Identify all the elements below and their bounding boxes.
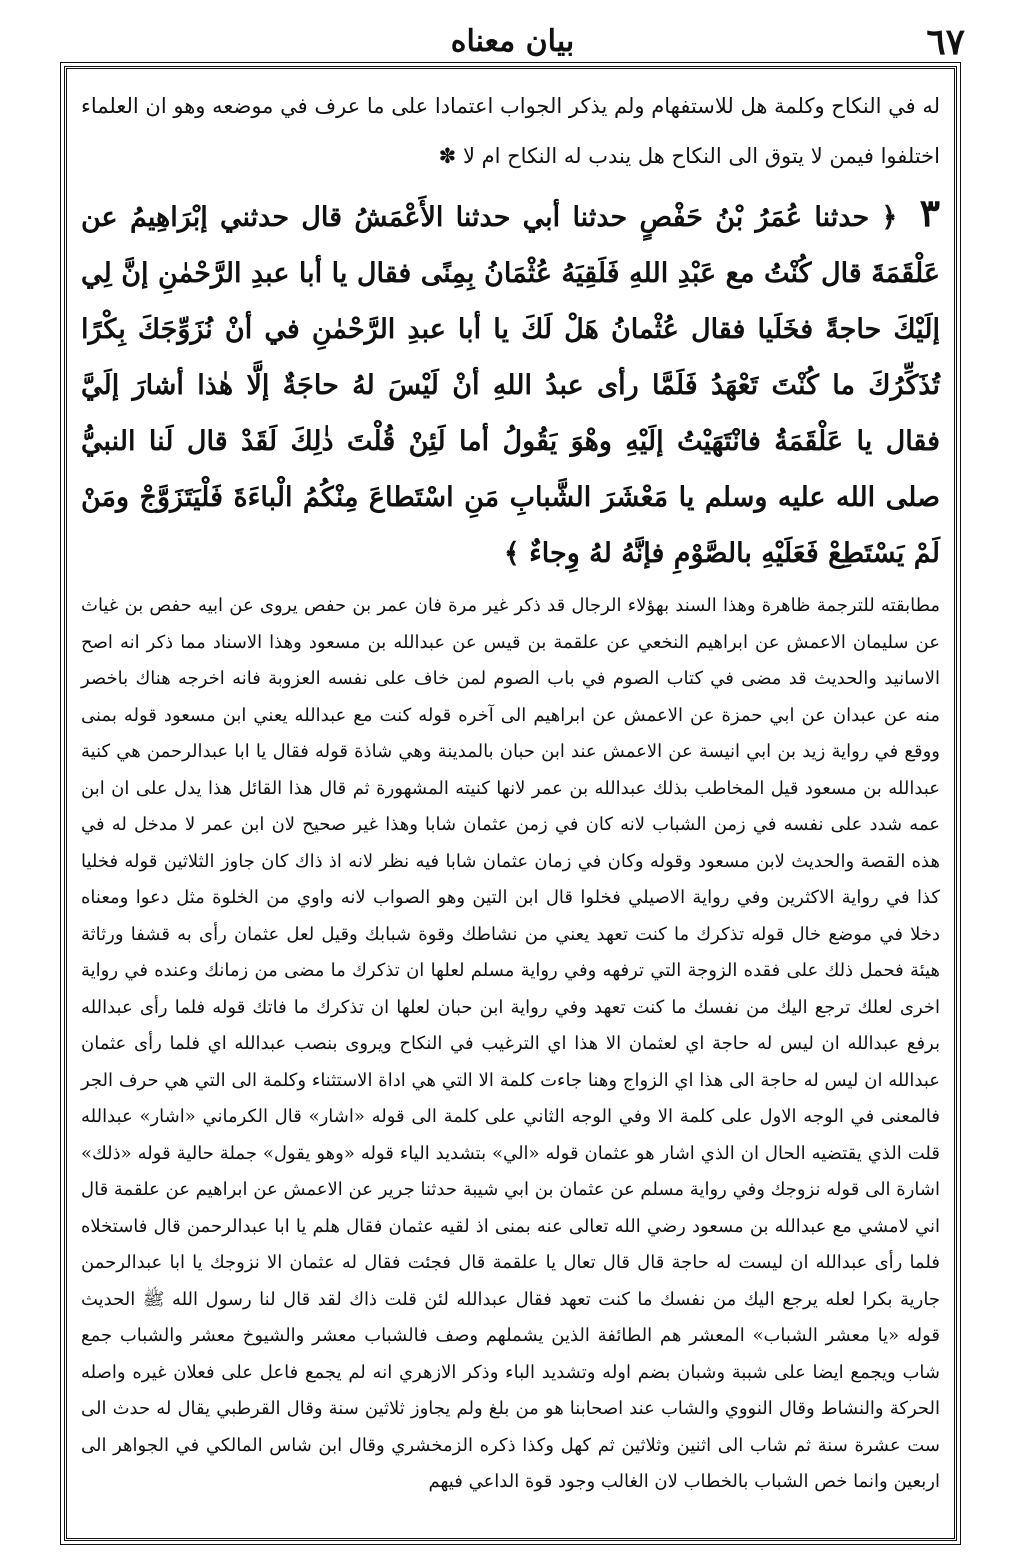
commentary-text: مطابقته للترجمة ظاهرة وهذا السند بهؤلاء الرجال قد ذكر غير مرة فان عمر بن حفص يروى عن ابيه حفص بن غياث عن سليمان الاعمش عن ابراهيم النخعي عن علقمة بن قيس عن عبدالله بن مسعود وهذا الاسناد مما ذكر انه اصح الاسانيد والحديث قد مضى في كتاب الصوم في باب الصوم لمن خاف على نفسه العزوبة فانه اخرجه هناك باخصر منه عن عبدان عن ابي حمزة عن الاعمش عن ابراهيم الى آخره قوله كنت مع عبدالله يعني ابن مسعود قوله بمنى ووقع في رواية زيد بن ابي انيسة عن الاعمش عند ابن حبان بالمدينة وهي شاذة قوله فقال يا ابا عبدالرحمن هي كنية عبدالله بن مسعود قيل المخاطب بذلك عبدالله بن عمر لانها كنيته المشهورة ثم قال هذا القائل هذا يدل على ان ابن عمه شدد على نفسه في زمن الشباب لانه كان في زمن عثمان شابا وهذا غير صحيح لان ابن عمر لا مدخل له في هذه القصة والحديث لابن مسعود وقوله وكان في زمان عثمان شابا فيه نظر لانه اذ ذاك كان جاوز الثلاثين قوله فخليا كذا في رواية الاكثرين وفي رواية الاصيلي فخلوا قال ابن التين وهو الصواب لانه واوي من الخلوة مثل دعوا ومعناه دخلا في موضع خال قوله تذكرك ما كنت تعهد يعني من نشاطك وقوة شبابك وقيل لعل عثمان رأى به قشفا ورثاثة هيئة فحمل ذلك على فقده الزوجة التي ترفهه وفي رواية مسلم لعلها ان تذكرك ما مضى من زمانك وعنده في رواية اخرى لعلك ترجع اليك من نفسك ما كنت تعهد وفي رواية ابن حبان لعلها ان تذكرك ما فاتك قوله فلما رأى عبدالله برفع عبدالله ان ليس له حاجة اي لعثمان الا هذا اي الترغيب في النكاح ويروى بنصب عبدالله اي فلما رأى عثمان عبدالله ان ليس له حاجة الى هذا اي الزواج وهنا جاءت كلمة الا التي هي اداة الاستثناء وكلمة الى التي هي حرف الجر فالمعنى في الوجه الاول على كلمة الا وفي الوجه الثاني على كلمة الى قوله «اشار» قال الكرماني «اشار» عبدالله قلت الذي يقتضيه الحال ان الذي اشار هو عثمان قوله «الي» بتشديد الياء قوله «وهو يقول» جملة حالية قوله «ذلك» اشارة الى قوله نزوجك وفي رواية مسلم عن عثمان بن ابي شيبة حدثنا جرير عن الاعمش عن ابراهيم عن علقمة قال اني لامشي مع عبدالله بن مسعود رضي الله تعالى عنه بمنى اذ لقيه عثمان فقال هلم يا ابا عبدالرحمن قال فاستخلاه فلما رأى عبدالله ان ليست له حاجة قال قال تعال يا علقمة قال فجئت فقال له عثمان الا نزوجك يا ابا عبدالرحمن جارية بكرا لعله يرجع اليك من نفسك ما كنت تعهد فقال عبدالله لئن قلت ذاك لقد قال لنا رسول الله ﷺ الحديث قوله «يا معشر الشباب» المعشر هم الطائفة الذين يشملهم وصف فالشباب معشر والشيوخ معشر والشباب جمع شاب ويجمع ايضا على شببة وشبان بضم اوله وتشديد الباء وذكر الازهري انه لم يجمع فاعل على فعلان غيره واصله الحركة والنشاط وقال النووي والشاب عند اصحابنا هو من بلغ ولم يجاوز ثلاثين سنة وقال القرطبي يقال له حدث الى ست عشرة سنة ثم شاب الى اثنين وثلاثين ثم كهل وكذا ذكره الزمخشري وقال ابن شاس المالكي في الجواهر الى اربعين وانما خص الشباب بالخطاب لان الغالب وجود قوة الداعي فيهم — [81, 595, 941, 1492]
page-frame — [64, 66, 957, 1541]
page-number: ٦٧ — [926, 21, 965, 63]
running-title: بيان معناه — [450, 24, 575, 59]
hadith-number: ٣ — [919, 190, 940, 235]
commentary-paragraph — [81, 588, 940, 1501]
page-header — [60, 20, 965, 64]
hadith-close-bracket-icon: ﴾ — [503, 538, 520, 569]
end-mark-icon: ✽ — [438, 144, 457, 168]
intro-text: له في النكاح وكلمة هل للاستفهام ولم يذكر الجواب اعتمادا على ما عرف في موضعه وهو ان العلماء اختلفوا فيمن لا يتوق الى النكاح هل يندب له النكاح ام لا — [81, 94, 940, 168]
hadith-text: حدثنا عُمَرُ بْنُ حَفْصٍ حدثنا أبي حدثنا الأَعْمَشُ قال حدثني إبْرَاهِيمُ عن عَلْقَمَةَ قال كُنْتُ مع عَبْدِ اللهِ فَلَقِيَهُ عُثْمَانُ بِمِنًى فقال يا أبا عبدِ الرَّحْمٰنِ إنَّ لِي إلَيْكَ حاجةً فخَلَيا فقال عُثْمانُ هَلْ لَكَ يا أبا عبدِ الرَّحْمٰنِ في أنْ نُزَوِّجَكَ بِكْرًا تُذَكِّرُكَ ما كُنْتَ تَعْهَدُ فَلَمَّا رأى عبدُ اللهِ أنْ لَيْسَ لهُ حاجَةٌ إلَّا هٰذا أشارَ إلَيَّ فقال يا عَلْقَمَةُ فانْتَهَيْتُ إلَيْهِ وهْوَ يَقُولُ أما لَئِنْ قُلْتَ ذٰلِكَ لَقَدْ قال لَنا النبيُّ صلى الله عليه وسلم يا مَعْشَرَ الشَّبابِ مَنِ اسْتَطاعَ مِنْكُمُ الْباءَةَ فَلْيَتَزَوَّجْ ومَنْ لَمْ يَسْتَطِعْ فَعَلَيْهِ بالصَّوْمِ فإنَّهُ لهُ وِجاءٌ — [81, 202, 940, 569]
hadith-open-bracket-icon: ﴿ — [881, 202, 898, 233]
hadith-paragraph — [81, 185, 940, 582]
page-content — [81, 81, 940, 1528]
intro-paragraph — [81, 81, 940, 181]
